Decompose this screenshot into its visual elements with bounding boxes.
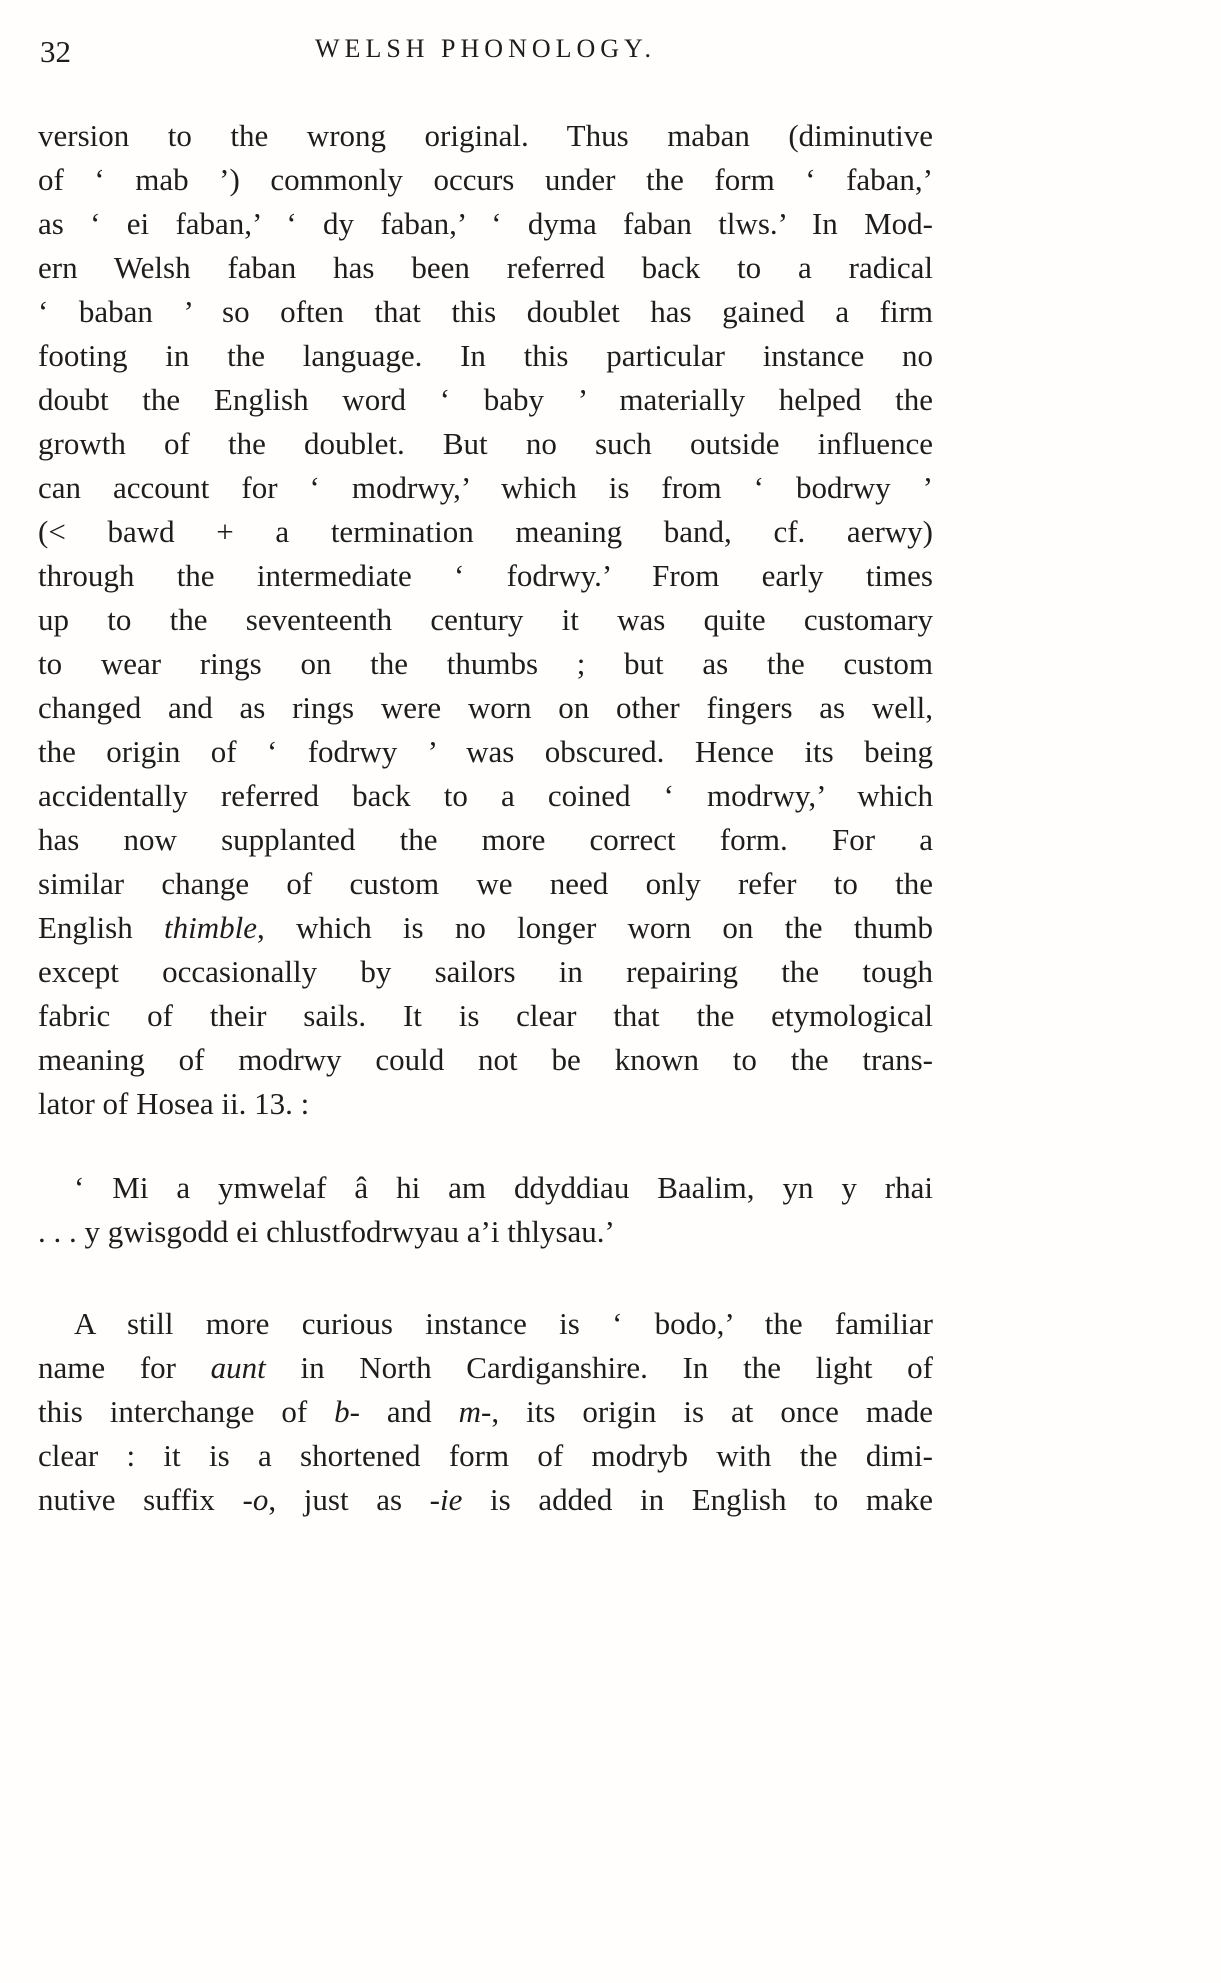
- text-segment: doubt the English word ‘ baby ’ materially helped the: [38, 382, 933, 417]
- text-segment: to wear rings on the thumbs ; but as the custom: [38, 646, 933, 681]
- text-line: [38, 1390, 933, 1434]
- text-line: [38, 862, 933, 906]
- text-line: [38, 378, 933, 422]
- text-line: [38, 1478, 933, 1522]
- text-column: [38, 30, 933, 1522]
- text-line: [38, 466, 933, 510]
- text-line: [38, 1302, 933, 1346]
- text-segment: accidentally referred back to a coined ‘ modrwy,’ which: [38, 778, 933, 813]
- running-title: WELSH PHONOLOGY.: [315, 34, 656, 63]
- text-line: [38, 1210, 933, 1254]
- text-segment: (< bawd + a termination meaning band, cf. aerwy): [38, 514, 933, 549]
- text-line: [38, 642, 933, 686]
- text-segment: except occasionally by sailors in repairing the tough: [38, 954, 933, 989]
- text-segment: similar change of custom we need only refer to the: [38, 866, 933, 901]
- text-segment: changed and as rings were worn on other fingers as well,: [38, 690, 933, 725]
- text-line: [38, 686, 933, 730]
- text-segment: nutive suffix: [38, 1482, 243, 1517]
- text-line: [38, 1038, 933, 1082]
- text-segment: -ie: [429, 1482, 463, 1517]
- text-segment: the origin of ‘ fodrwy ’ was obscured. Hence its being: [38, 734, 933, 769]
- text-segment: name for: [38, 1350, 211, 1385]
- text-segment: , which is no longer worn on the thumb: [256, 910, 933, 945]
- text-line: [38, 1346, 933, 1390]
- text-segment: and: [359, 1394, 459, 1429]
- text-segment: b-: [334, 1394, 360, 1429]
- text-segment: version to the wrong original. Thus maban (diminutive: [38, 118, 933, 153]
- text-line: [38, 158, 933, 202]
- text-line: [38, 334, 933, 378]
- text-line: [38, 994, 933, 1038]
- text-segment: in North Cardiganshire. In the light of: [265, 1350, 934, 1385]
- text-segment: through the intermediate ‘ fodrwy.’ From early times: [38, 558, 933, 593]
- text-line: [38, 1166, 933, 1210]
- text-segment: this interchange of: [38, 1394, 335, 1429]
- text-segment: can account for ‘ modrwy,’ which is from ‘ bodrwy ’: [38, 470, 933, 505]
- text-segment: growth of the doublet. But no such outside influence: [38, 426, 933, 461]
- text-line: [38, 1434, 933, 1478]
- text-segment: ern Welsh faban has been referred back to a radical: [38, 250, 933, 285]
- text-segment: -o: [242, 1482, 269, 1517]
- text-line: [38, 598, 933, 642]
- text-line: [38, 246, 933, 290]
- text-segment: footing in the language. In this particular instance no: [38, 338, 933, 373]
- text-segment: of ‘ mab ’) commonly occurs under the form ‘ faban,’: [38, 162, 933, 197]
- text-line: [38, 950, 933, 994]
- text-segment: , its origin is at once made: [491, 1394, 933, 1429]
- text-line: [38, 730, 933, 774]
- text-segment: English: [38, 910, 164, 945]
- text-segment: as ‘ ei faban,’ ‘ dy faban,’ ‘ dyma faban tlws.’ In Mod-: [38, 206, 933, 241]
- text-segment: ‘ baban ’ so often that this doublet has gained a firm: [38, 294, 933, 329]
- text-line: [38, 1082, 933, 1126]
- text-segment: lator of Hosea ii. 13. :: [38, 1086, 310, 1121]
- text-line: [38, 554, 933, 598]
- text-segment: . . . y gwisgodd ei chlustfodrwyau a’i thlysau.’: [38, 1214, 615, 1249]
- text-segment: m-: [458, 1394, 492, 1429]
- text-segment: thimble: [163, 910, 257, 945]
- text-segment: fabric of their sails. It is clear that the etymological: [38, 998, 933, 1033]
- text-segment: A still more curious instance is ‘ bodo,’ the familiar: [74, 1306, 933, 1341]
- text-segment: aunt: [210, 1350, 266, 1385]
- paragraph-1: [38, 114, 933, 1126]
- page-header: [38, 30, 933, 72]
- scripture-quote: [38, 1166, 933, 1254]
- page-number: 32: [40, 34, 71, 69]
- text-line: [38, 906, 933, 950]
- text-segment: has now supplanted the more correct form. For a: [38, 822, 933, 857]
- text-segment: is added in English to make: [462, 1482, 934, 1517]
- text-segment: clear : it is a shortened form of modryb with the dimi-: [38, 1438, 933, 1473]
- text-line: [38, 290, 933, 334]
- text-line: [38, 818, 933, 862]
- text-line: [38, 510, 933, 554]
- body-text: [38, 114, 933, 1522]
- text-segment: up to the seventeenth century it was quite customary: [38, 602, 933, 637]
- text-segment: , just as: [268, 1482, 430, 1517]
- text-line: [38, 422, 933, 466]
- text-segment: meaning of modrwy could not be known to the trans-: [38, 1042, 933, 1077]
- text-line: [38, 202, 933, 246]
- paragraph-2: [38, 1302, 933, 1522]
- text-line: [38, 774, 933, 818]
- text-segment: ‘ Mi a ymwelaf â hi am ddyddiau Baalim, yn y rhai: [74, 1170, 933, 1205]
- text-line: [38, 114, 933, 158]
